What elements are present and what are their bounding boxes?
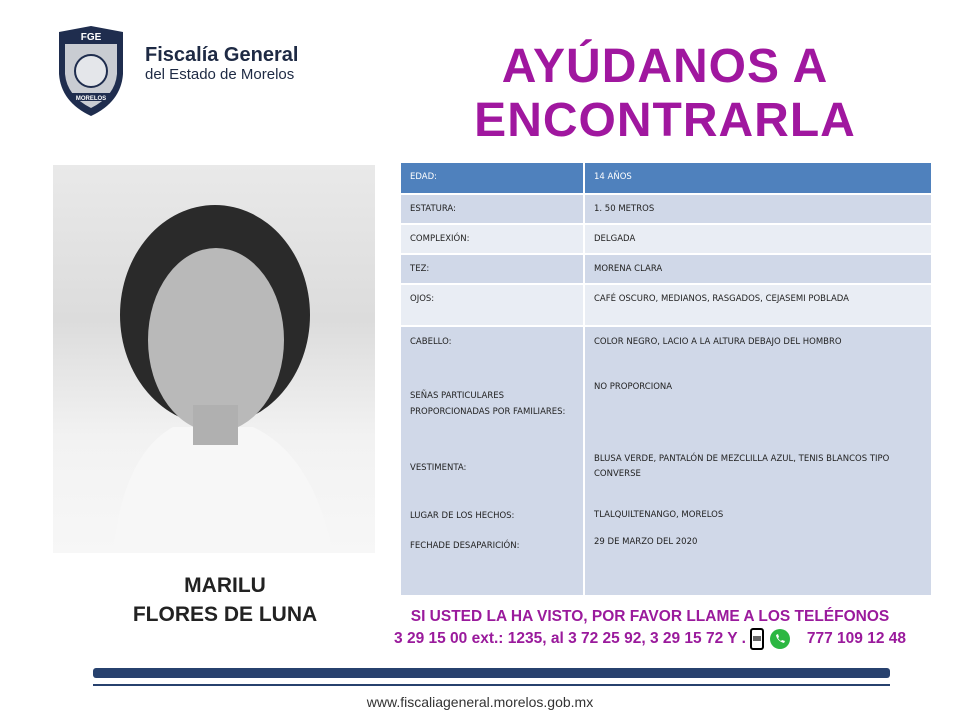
title-line-1: AYÚDANOS A [501,40,829,93]
table-row [401,254,932,284]
table-row [401,284,932,326]
website-link[interactable]: www.fiscaliageneral.morelos.gob.mx [366,694,594,710]
label-senas: SEÑAS PARTICULARES PROPORCIONADAS POR FAMILIARES: [410,391,566,417]
contact-info [360,606,940,650]
footer-bar [93,668,890,678]
label-estatura: ESTATURA: [401,194,584,224]
person-first-name: MARILU [184,574,266,597]
label-tez: TEZ: [401,254,584,284]
footer-divider [93,684,890,686]
missing-person-photo [53,165,375,553]
value-ojos: CAFÉ OSCURO, MEDIANOS, RASGADOS, CEJASEMI POBLADA [584,284,932,326]
value-vestimenta: BLUSA VERDE, PANTALÓN DE MEZCLILLA AZUL, TENIS BLANCOS TIPO CONVERSE [594,454,890,479]
value-edad: 14 AÑOS [584,163,932,194]
person-last-name: FLORES DE LUNA [132,603,318,626]
org-name: Fiscalía General [145,44,299,66]
label-edad: EDAD: [401,163,584,194]
label-complexion: COMPLEXIÓN: [401,224,584,254]
title-line-2: ENCONTRARLA [474,94,856,147]
label-lugar: LUGAR DE LOS HECHOS: [410,511,515,521]
svg-text:MORELOS: MORELOS [75,96,107,102]
table-row [401,194,932,224]
label-cabello: CABELLO: [410,337,452,347]
table-row [401,224,932,254]
table-row [401,163,932,194]
whatsapp-number: 777 109 12 48 [806,630,906,648]
contact-phones: 3 29 15 00 ext.: 1235, al 3 72 25 92, 3 29 15 72 Y . [394,630,746,648]
svg-text:FGE: FGE [80,32,102,43]
value-fecha: 29 DE MARZO DEL 2020 [594,537,698,547]
org-subtitle: del Estado de Morelos [145,66,295,83]
value-estatura: 1. 50 METROS [584,194,932,224]
label-vestimenta: VESTIMENTA: [410,463,467,473]
value-tez: MORENA CLARA [584,254,932,284]
value-senas: NO PROPORCIONA [594,382,673,392]
mobile-phone-icon [750,628,764,650]
value-cabello: COLOR NEGRO, LACIO A LA ALTURA DEBAJO DEL HOMBRO [594,337,842,347]
label-ojos: OJOS: [401,284,584,326]
value-lugar: TLALQUILTENANGO, MORELOS [594,510,724,520]
labels-cell [401,326,584,596]
label-fecha: FECHADE DESAPARICIÓN: [410,541,520,551]
fge-shield-logo [55,24,127,118]
contact-message: SI USTED LA HA VISTO, POR FAVOR LLAME A LOS TELÉFONOS [410,608,890,625]
values-cell [584,326,932,596]
table-row [401,326,932,596]
details-table [401,163,933,597]
person-name [80,571,370,629]
page-title [420,40,910,148]
whatsapp-icon [769,628,791,650]
value-complexion: DELGADA [584,224,932,254]
